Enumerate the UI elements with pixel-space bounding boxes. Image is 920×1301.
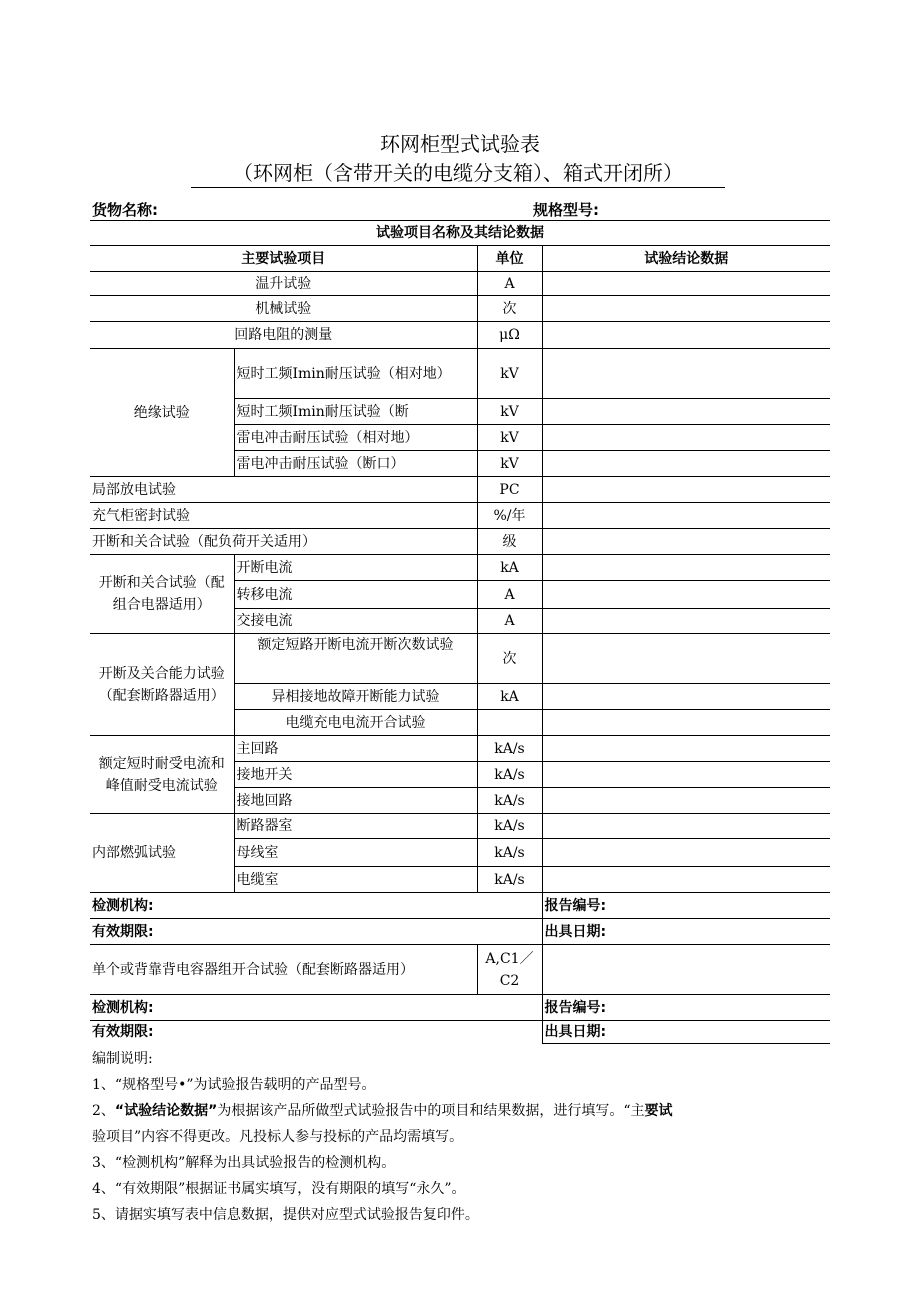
result-cell[interactable] xyxy=(542,762,830,788)
test-table xyxy=(90,220,830,1044)
notes xyxy=(92,1046,832,1228)
row-unit: A xyxy=(477,609,542,634)
row-unit: kV xyxy=(477,451,542,477)
result-cell[interactable] xyxy=(542,839,830,867)
row-unit: kV xyxy=(477,399,542,425)
sub-label: 异相接地故障开断能力试验 xyxy=(234,684,477,710)
row-unit: kA/s xyxy=(477,867,542,893)
row-unit: %/年 xyxy=(477,503,542,529)
group-label: 绝缘试验 xyxy=(90,349,234,477)
result-cell[interactable] xyxy=(542,399,830,425)
result-cell[interactable] xyxy=(542,788,830,814)
row-label: 温升试验 xyxy=(90,272,477,296)
result-cell[interactable] xyxy=(542,503,830,529)
goods-name-label: 货物名称: xyxy=(92,201,158,219)
row-unit: 级 xyxy=(477,529,542,555)
result-cell[interactable] xyxy=(542,529,830,555)
row-label: 开断和关合试验（配负荷开关适用） xyxy=(90,529,477,555)
result-cell[interactable] xyxy=(542,322,830,349)
row-label: 充气柜密封试验 xyxy=(90,503,477,529)
note-3: 3、“检测机构”解释为出具试验报告的检测机构。 xyxy=(92,1155,396,1171)
issue-date-label: 出具日期: xyxy=(542,919,830,945)
page-subtitle: （环网柜（含带开关的电缆分支箱）、箱式开闭所） xyxy=(191,159,725,188)
row-unit: kA/s xyxy=(477,788,542,814)
sub-label: 开断电流 xyxy=(234,555,477,581)
result-cell[interactable] xyxy=(542,609,830,634)
sub-label: 主回路 xyxy=(234,736,477,762)
result-cell[interactable] xyxy=(542,296,830,322)
row-unit: kA/s xyxy=(477,814,542,839)
note-2-cont: 验项目”内容不得更改。凡投标人参与投标的产品均需填写。 xyxy=(92,1129,464,1145)
sub-label: 接地回路 xyxy=(234,788,477,814)
sub-label: 电缆室 xyxy=(234,867,477,893)
report-no-label: 报告编号: xyxy=(542,893,830,919)
sub-label: 转移电流 xyxy=(234,581,477,609)
result-cell[interactable] xyxy=(542,945,830,995)
sub-label: 断路器室 xyxy=(234,814,477,839)
result-cell[interactable] xyxy=(542,684,830,710)
result-cell[interactable] xyxy=(542,634,830,684)
row-unit: kV xyxy=(477,425,542,451)
row-unit: PC xyxy=(477,477,542,503)
page-title: 环网柜型式试验表 xyxy=(380,132,540,156)
row-unit: kV xyxy=(477,349,542,399)
note-5: 5、请据实填写表中信息数据，提供对应型式试验报告复印件。 xyxy=(92,1207,479,1223)
note-2-text: 为根据该产品所做型式试验报告中的项目和结果数据，进行填写。“主 xyxy=(217,1103,645,1119)
result-cell[interactable] xyxy=(542,736,830,762)
row-unit xyxy=(477,710,542,736)
result-cell[interactable] xyxy=(542,867,830,893)
result-cell[interactable] xyxy=(542,451,830,477)
row-unit: kA/s xyxy=(477,762,542,788)
col-header-unit: 单位 xyxy=(477,246,542,272)
report-no-label: 报告编号: xyxy=(542,995,830,1021)
sub-label: 额定短路开断电流开断次数试验 xyxy=(234,634,477,684)
sub-label: 短时工频Imin耐压试验（相对地） xyxy=(234,349,477,399)
sub-label: 雷电冲击耐压试验（相对地） xyxy=(234,425,477,451)
result-cell[interactable] xyxy=(542,272,830,296)
row-label: 单个或背靠背电容器组开合试验（配套断路器适用） xyxy=(90,945,477,995)
sub-label: 交接电流 xyxy=(234,609,477,634)
col-header-item: 主要试验项目 xyxy=(90,246,477,272)
row-unit: A xyxy=(477,272,542,296)
row-unit: kA/s xyxy=(477,839,542,867)
note-2 xyxy=(92,1098,832,1150)
row-unit: μΩ xyxy=(477,322,542,349)
group-label: 开断和关合试验（配组合电器适用） xyxy=(90,555,234,634)
section-title: 试验项目名称及其结论数据 xyxy=(90,221,830,246)
row-label: 机械试验 xyxy=(90,296,477,322)
model-label: 规格型号: xyxy=(533,201,599,219)
agency-label: 检测机构: xyxy=(90,893,542,919)
notes-heading: 编制说明: xyxy=(92,1051,153,1067)
note-2-emph2: 要试 xyxy=(644,1103,673,1119)
issue-date-label: 出具日期: xyxy=(542,1021,830,1044)
result-cell[interactable] xyxy=(542,555,830,581)
row-unit: kA/s xyxy=(477,736,542,762)
group-label: 内部燃弧试验 xyxy=(90,814,234,893)
validity-label: 有效期限: xyxy=(90,919,542,945)
note-4: 4、“有效期限”根据证书属实填写，没有期限的填写“永久”。 xyxy=(92,1181,466,1197)
sub-label: 雷电冲击耐压试验（断口） xyxy=(234,451,477,477)
result-cell[interactable] xyxy=(542,814,830,839)
group-label: 开断及关合能力试验（配套断路器适用） xyxy=(90,634,234,736)
row-label: 局部放电试验 xyxy=(90,477,477,503)
sub-label: 电缆充电电流开合试验 xyxy=(234,710,477,736)
note-2-emph: “试验结论数据” xyxy=(114,1103,218,1119)
result-cell[interactable] xyxy=(542,581,830,609)
validity-label: 有效期限: xyxy=(90,1021,542,1044)
row-label: 回路电阻的测量 xyxy=(90,322,477,349)
sub-label: 接地开关 xyxy=(234,762,477,788)
result-cell[interactable] xyxy=(542,349,830,399)
group-label: 额定短时耐受电流和峰值耐受电流试验 xyxy=(90,736,234,814)
result-cell[interactable] xyxy=(542,477,830,503)
row-unit: A,C1／C2 xyxy=(477,945,542,995)
result-cell[interactable] xyxy=(542,710,830,736)
note-1: 1、“规格型号•”为试验报告载明的产品型号。 xyxy=(92,1077,376,1093)
row-unit: kA xyxy=(477,684,542,710)
sub-label: 短时工频Imin耐压试验（断 xyxy=(234,399,477,425)
row-unit: A xyxy=(477,581,542,609)
agency-label: 检测机构: xyxy=(90,995,542,1021)
row-unit: 次 xyxy=(477,296,542,322)
col-header-result: 试验结论数据 xyxy=(542,246,830,272)
row-unit: kA xyxy=(477,555,542,581)
row-unit: 次 xyxy=(477,634,542,684)
sub-label: 母线室 xyxy=(234,839,477,867)
note-2-num: 2、 xyxy=(92,1103,115,1119)
result-cell[interactable] xyxy=(542,425,830,451)
